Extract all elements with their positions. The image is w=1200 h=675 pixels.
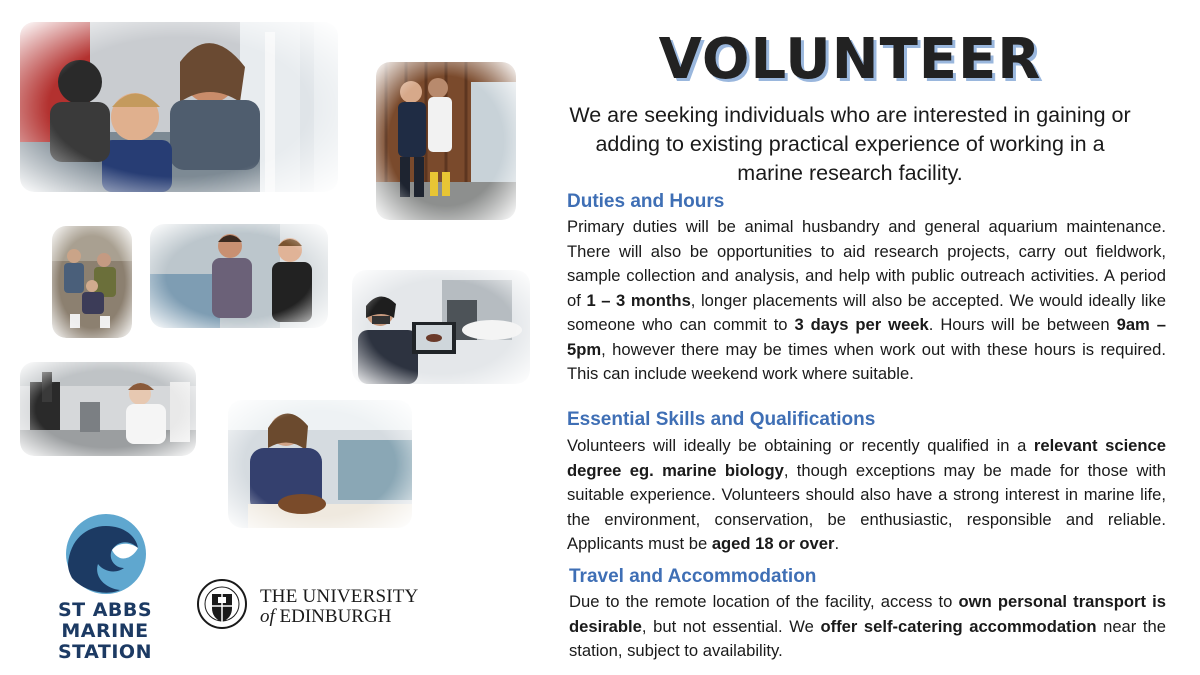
duties-bold-days: 3 days per week: [794, 315, 929, 334]
st-abbs-line3: STATION: [58, 641, 152, 663]
uoe-edinburgh: EDINBURGH: [279, 606, 392, 627]
skills-text-2: , though exceptions may be made for those with suitable experience. Volunteers should also have a strong interest in marine life, the environment, conservation, be enthusiastic, responsible and reliable. Applicants must be: [567, 460, 1167, 553]
st-abbs-line2: MARINE: [61, 620, 149, 642]
st-abbs-marine-station-logo: [54, 512, 156, 662]
travel-text-1: Due to the remote location of the facility, access to: [569, 592, 959, 611]
photo-tank-children: [20, 22, 338, 192]
travel-heading: Travel and Accommodation: [569, 566, 817, 587]
duties-text-2: , longer placements will also be accepted. We would ideally like someone who can commit to: [567, 290, 1167, 334]
intro-text: We are seeking individuals who are interested in gaining or adding to existing practical experience of working in a marine research facility.: [569, 103, 1131, 185]
uoe-line1: THE UNIVERSITY: [260, 586, 419, 607]
skills-text-1: Volunteers will ideally be obtaining or recently qualified in a: [567, 436, 1034, 455]
duties-text-4: , however there may be times when work out with these hours is required. This can include weekend work where suitable.: [567, 339, 1166, 383]
university-of-edinburgh-logo: [196, 578, 426, 634]
duties-bold-hours: 9am – 5pm: [567, 315, 1166, 359]
travel-paragraph: [569, 590, 1166, 664]
travel-bold-transport: own personal transport is desirable: [569, 592, 1166, 636]
page-title: VOLUNTEER: [658, 27, 1042, 92]
skills-bold-age: aged 18 or over: [711, 534, 835, 553]
uoe-line2: [260, 606, 391, 628]
skills-paragraph: [567, 434, 1166, 557]
photo-aquarium-tour: [376, 62, 516, 220]
travel-bold-accommodation: offer self-catering accommodation: [820, 616, 1097, 636]
duties-paragraph: [567, 215, 1166, 387]
duties-bold-period: 1 – 3 months: [586, 290, 691, 310]
duties-text-1: Primary duties will be animal husbandry and general aquarium maintenance. There will also be opportunities to aid research projects, carry out fieldwork, sample collection and analysis, and help with public outreach activities. A period of: [567, 217, 1166, 310]
photo-crab-handling: [228, 400, 412, 528]
travel-text-2: , but not essential. We: [641, 616, 821, 636]
photo-researchers-tanks: [150, 224, 328, 328]
photo-microscope: [20, 362, 196, 456]
uoe-of: of: [260, 606, 275, 627]
skills-bold-degree: relevant science degree eg. marine biology: [567, 436, 1166, 480]
photo-fieldwork: [52, 226, 132, 338]
duties-heading: Duties and Hours: [567, 191, 725, 212]
travel-text-3: near the station, subject to availability.: [569, 616, 1166, 660]
st-abbs-line1: ST ABBS: [57, 599, 153, 621]
wave-icon: [64, 512, 148, 596]
crest-icon: [196, 578, 248, 630]
duties-text-3: . Hours will be between: [928, 315, 1117, 334]
photo-lab-computer: [352, 270, 530, 384]
skills-heading: Essential Skills and Qualifications: [567, 409, 876, 430]
skills-text-3: .: [834, 534, 840, 553]
